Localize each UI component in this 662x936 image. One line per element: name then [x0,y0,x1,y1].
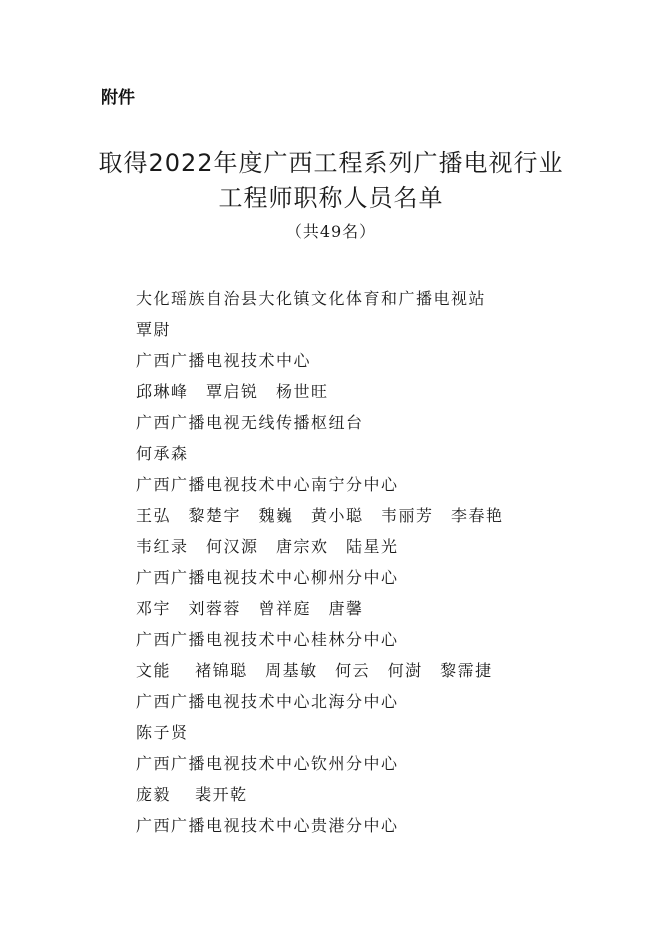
name-list [136,283,606,841]
document-title-line-2: 工程师职称人员名单 [218,184,444,212]
document-title-line-1: 取得2022年度广西工程系列广播电视行业 [98,149,564,177]
person-names: 邓宇 刘蓉蓉 曾祥庭 唐馨 [136,599,364,618]
unit-name: 广西广播电视技术中心钦州分中心 [136,754,399,773]
unit-name: 广西广播电视技术中心北海分中心 [136,692,399,711]
person-names: 何承森 [136,444,189,463]
unit-name: 广西广播电视技术中心桂林分中心 [136,630,399,649]
person-names: 邱琳峰 覃启锐 杨世旺 [136,382,329,401]
person-names: 文能 褚锦聪 周基敏 何云 何澍 黎霈捷 [136,661,493,680]
person-names: 庞毅 裴开乾 [136,785,248,804]
attachment-label: 附件 [101,88,135,108]
unit-name: 大化瑶族自治县大化镇文化体育和广播电视站 [136,289,487,308]
total-count: （共49名） [285,222,377,241]
person-names: 覃尉 [136,320,172,339]
unit-name: 广西广播电视技术中心柳州分中心 [136,568,399,587]
unit-name: 广西广播电视技术中心南宁分中心 [136,475,399,494]
person-names: 韦红录 何汉源 唐宗欢 陆星光 [136,537,399,556]
person-names: 陈子贤 [136,723,189,742]
unit-name: 广西广播电视技术中心 [136,351,312,370]
unit-name: 广西广播电视技术中心贵港分中心 [136,816,399,835]
person-names: 王弘 黎楚宇 魏巍 黄小聪 韦丽芳 李春艳 [136,506,504,525]
unit-name: 广西广播电视无线传播枢纽台 [136,413,364,432]
